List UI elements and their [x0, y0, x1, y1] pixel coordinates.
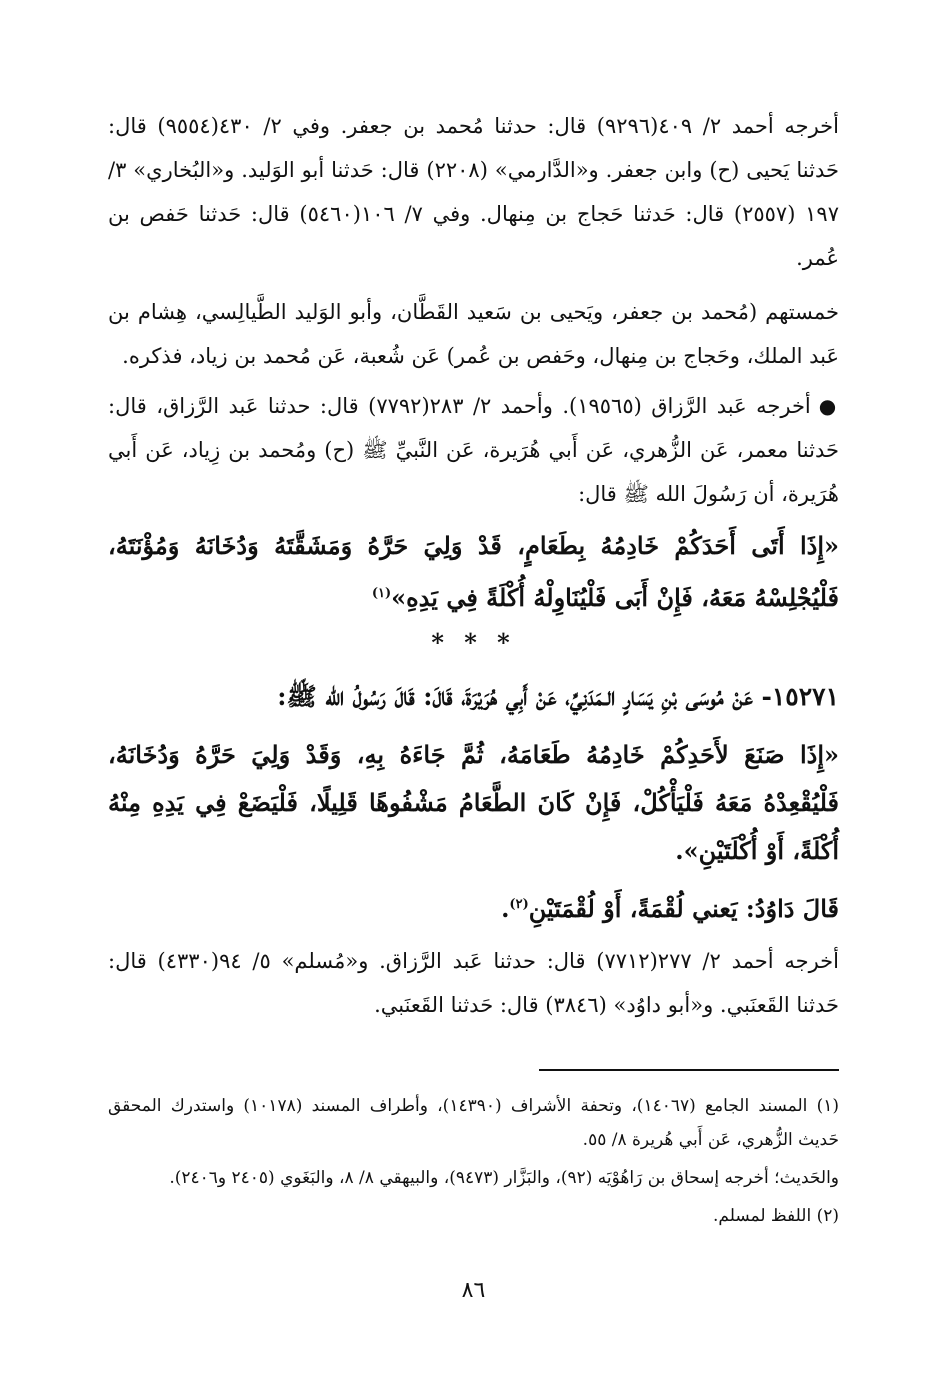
hadith-note — [108, 881, 839, 933]
footnote-ref-2: (٢) — [509, 897, 529, 912]
footnote-1-continued: والحَديث؛ أخرجه إسحاق بن رَاهُوْيَه (٩٢)، والبَزَّار (٩٤٧٣)، والبيهقي ٨/ ٨، والبَغَوي (٢٤٠٥ و٢٤٠٦). — [169, 1168, 839, 1188]
bullet-icon: ● — [818, 394, 840, 418]
footnote-divider — [539, 1069, 839, 1071]
footnote-divider-wrap — [108, 1033, 839, 1089]
footnote-ref-1: (١) — [371, 586, 392, 601]
hadith-note-end: . — [501, 894, 510, 923]
takhrij-paragraph-3-text: أخرجه عَبد الرَّزاق (١٩٥٦٥). وأحمد ٢/ ٢٨٣(٧٧٩٢) قال: حدثنا عَبد الرَّزاق، قال: حَدثنا معمر، عَن الزُّهري، عَن أَبي هُرَيرة، عَن النَّبيِّ ﷺ (ح) ومُحمد بن زِياد، عَن أَبي هُرَيرة، أن رَسُولَ الله ﷺ قال: — [108, 394, 839, 506]
footnote-1: (١) المسند الجامع (١٤٠٦٧)، وتحفة الأشراف (١٤٣٩٠)، وأطراف المسند (١٠١٧٨) واستدرك المحقق حَديث الزُّهري، عَن أَبي هُريرة ٨/ ٥٥. — [108, 1096, 840, 1150]
hadith-quote-1 — [108, 522, 839, 622]
hadith-quote-2: «إِذَا صَنَعَ لأَحَدِكُمْ خَادِمُهُ طَعَامَهُ، ثُمَّ جَاءَهُ بِهِ، وَقَدْ وَلِيَ حَرَّهُ وَدُخَانَهُ، فَلْيُقْعِدْهُ مَعَهُ فَلْيَأْكُلْ، فَإِنْ كَانَ الطَّعَامُ مَشْفُوهًا قَلِيلًا، فَلْيَضَعْ فِي يَدِهِ مِنْهُ أُكْلَةً، أَوْ أُكْلَتَيْنِ». — [108, 740, 840, 865]
takhrij-paragraph-last: أخرجه أحمد ٢/ ٢٧٧(٧٧١٢) قال: حدثنا عَبد الرَّزاق. و«مُسلم» ٥/ ٩٤(٤٣٣٠) قال: حَدثنا القَعنَبي. و«أبو داوُد» (٣٨٤٦) قال: حَدثنا القَعنَبي. — [108, 949, 839, 1017]
footnote-2: (٢) اللفظ لمسلم. — [712, 1206, 839, 1226]
page-number: ٨٦ — [461, 1278, 486, 1303]
hadith-quote-1-text: «إِذَا أَتَى أَحَدَكُمْ خَادِمُهُ بِطَعَامٍ، قَدْ وَلِيَ حَرَّهُ وَمَشَقَّتَهُ وَدُخَانَهُ وَمُؤْنَتَهُ، فَلْيُجْلِسْهُ مَعَهُ، فَإِنْ أَبَى فَلْيُنَاوِلْهُ أُكْلَةً فِي يَدِهِ» — [108, 531, 839, 612]
takhrij-paragraph-2: خمستهم (مُحمد بن جعفر، ويَحيى بن سَعيد القَطَّان، وأبو الوَليد الطَّيالِسي، هِشام بن عَبد الملك، وحَجاج بن مِنهال، وحَفص بن عُمر) عَن شُعبة، عَن مُحمد بن زياد، فذكره. — [108, 300, 839, 368]
hadith-header: ١٥٢٧١- عَنْ مُوسَى بْنِ يَسَارٍ الـمَدَنِيِّ، عَنْ أَبِي هُرَيْرَةَ، قَالَ: قَالَ رَسُولُ الله ﷺ: — [277, 682, 839, 711]
hadith-note-text: قَالَ دَاوُدُ: يَعني لُقْمَةً، أَوْ لُقْمَتَيْنِ — [528, 894, 839, 923]
takhrij-paragraph-3 — [108, 384, 839, 516]
takhrij-paragraph-1: أخرجه أحمد ٢/ ٤٠٩(٩٢٩٦) قال: حدثنا مُحمد بن جعفر. وفي ٢/ ٤٣٠(٩٥٥٤) قال: حَدثنا يَحيى (ح) وابن جعفر. و«الدَّارمي» (٢٢٠٨) قال: حَدثنا أبو الوَليد. و«البُخاري» ٣/ ١٩٧ (٢٥٥٧) قال: حَدثنا حَجاج بن مِنهال. وفي ٧/ ١٠٦(٥٤٦٠) قال: حَدثنا حَفص بن عُمر. — [108, 114, 839, 270]
section-separator: * * * — [431, 628, 516, 657]
